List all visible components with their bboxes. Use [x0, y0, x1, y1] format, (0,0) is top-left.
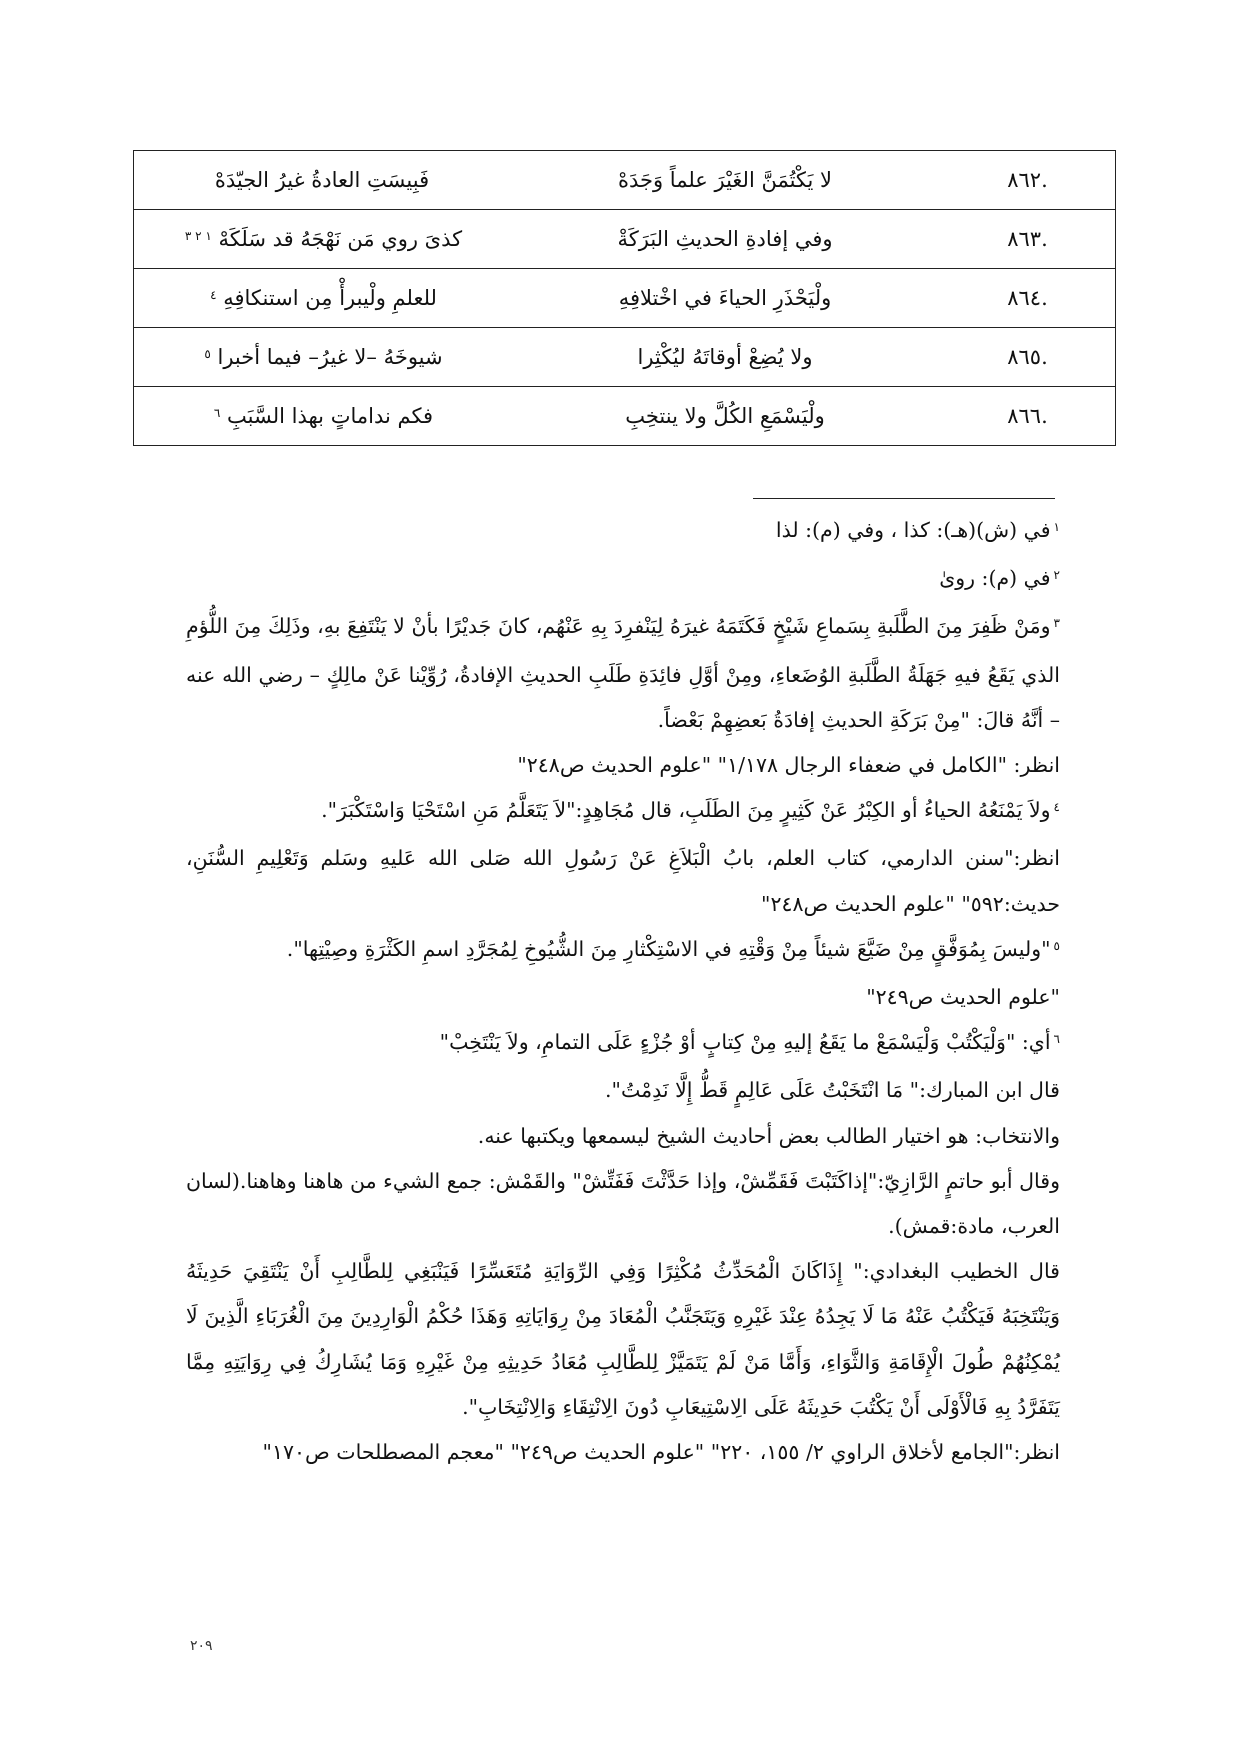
- verse-number: .٨٦٤: [940, 269, 1116, 328]
- footnote-text: في (ش)(هـ): كذا ، وفي (م): لذا: [775, 518, 1051, 542]
- footnote-5-ref: "علوم الحديث ص٢٤٩": [866, 985, 1060, 1010]
- hemistich-text: فَبِيسَتِ العادةُ غيرُ الجيّدَهْ: [214, 168, 430, 192]
- footnote-6-razi: وقال أبو حاتمٍ الرَّازِيّ:"إذاكَتَبْتَ فَقَمِّشْ، وإذا حَدَّثْتَ فَفَتِّشْ" والقَمْش: جمع الشيء من هاهنا وهاهنا.(لسان العرب، مادة:قمش).: [186, 1168, 1060, 1239]
- footnote-mark: ١: [1053, 520, 1060, 534]
- footnote-mark: ٦: [1053, 1032, 1060, 1047]
- footnote-6-khatib: قال الخطيب البغدادي:" إِذَاكَانَ الْمُحَدِّثُ مُكْثِرًا وَفِي الرِّوَايَةِ مُتَعَسِّرًا فَيَنْبَغِي لِلطَّالِبِ أَنْ يَنْتَقِيَ حَدِيثَهُ وَيَنْتَخِبَهُ فَيَكْتُبُ عَنْهُ مَا لَا يَجِدُهُ عِنْدَ غَيْرِهِ وَيَتَجَنَّبُ الْمُعَادَ مِنْ رِوَايَاتِهِ وَهَذَا حُكْمُ الْوَارِدِينَ مِنَ الْغُرَبَاءِ الَّذِينَ لَا يُمْكِنُهُمْ طُولَ الْإِقَامَةِ وَالثَّوَاءِ، وَأَمَّا مَنْ لَمْ يَتَمَيَّزْ لِلطَّالِبِ مُعَادُ حَدِيثِهِ مِنْ غَيْرِهِ وَمَا يُشَارِكُ فِي رِوَايَتِهِ مِمَّا يَتَفَرَّدُ بِهِ فَالْأَوْلَى أَنْ يَكْتُبَ حَدِيثَهُ عَلَى الِاسْتِيعَابِ دُونَ الِانْتِقَاءِ وَالِانْتِخَابِ".: [186, 1259, 1060, 1419]
- verse-number: .٨٦٥: [940, 328, 1116, 387]
- verse-table: [133, 150, 1116, 446]
- footnote-refs[interactable]: ٦: [213, 406, 221, 420]
- footnote-6-ref: انظر:"الجامع لأخلاق الراوي ٢/ ١٥٥، ٢٢٠" "علوم الحديث ص٢٤٩" "معجم المصطلحات ص١٧٠": [262, 1440, 1060, 1465]
- hemistich-text: للعلمِ ولْيبرأْ مِن استنكافِهِ: [223, 286, 437, 310]
- hemistich-text: فكم نداماتٍ بهذا السَّبَبِ: [227, 404, 434, 428]
- footnote-text: ومَنْ ظَفِرَ مِنَ الطَّلَبةِ بِسَماعِ شَيْخٍ فَكَتَمَهُ غيرَهُ لِيَنْفرِدَ بِهِ عَنْهُم، كانَ جَديْرًا بأنْ لا يَنْتَفِعَ بهِ، وذَلِكَ مِنَ اللُّؤمِ الذي يَقَعُ فيهِ جَهَلَةُ الطَّلَبةِ الوُضَعاءِ، ومِنْ أوَّلِ فائِدَةِ طَلَبِ الحديثِ الإفادةُ، رُوِّيْنا عَنْ مالِكٍ – رضي الله عنه – أنَّهُ قالَ: "مِنْ بَرَكَةِ الحديثِ إفادَةُ بَعضِهِمْ بَعْضاً.: [186, 614, 1060, 732]
- verse-first-hemistich: ولْيَسْمَعِ الكُلَّ ولا ينتخِبِ: [510, 387, 940, 446]
- page-number: ٢٠٩: [190, 1638, 213, 1654]
- verse-number: .٨٦٢: [940, 151, 1116, 210]
- verse-number: .٨٦٦: [940, 387, 1116, 446]
- footnote-text: في (م): روىٰ: [939, 566, 1051, 591]
- footnote-3: [186, 604, 1060, 743]
- verse-row: [134, 151, 1116, 210]
- verse-second-hemistich: [134, 387, 511, 446]
- verse-number: .٨٦٣: [940, 210, 1116, 269]
- verse-row: [134, 387, 1116, 446]
- verse-second-hemistich: [134, 210, 511, 269]
- footnote-refs[interactable]: ٤: [210, 288, 217, 302]
- hemistich-text: شيوخَهُ –لا غيرُ– فيما أخبرا: [217, 345, 443, 369]
- footnote-3-ref: انظر: "الكامل في ضعفاء الرجال ١/١٧٨" "علوم الحديث ص٢٤٨": [517, 753, 1060, 778]
- verse-row: [134, 210, 1116, 269]
- verse-first-hemistich: ولْيَحْذَرِ الحياءَ في اخْتلافِهِ: [510, 269, 940, 328]
- footnote-6: [186, 1020, 1060, 1068]
- footnote-text: ولاَ يَمْنَعُهُ الحياءُ أو الكِبْرُ عَنْ كَثِيرٍ مِنَ الطَلَبِ، قال مُجَاهِدٍ:"لاَ يَتَعَلَّمُ مَنِ اسْتَحْيَا وَاسْتَكْبَرَ".: [321, 798, 1051, 823]
- verse-second-hemistich: [134, 269, 511, 328]
- hemistich-text: كذىَ روي مَن نَهْجَهُ قد سَلَكَهْ: [218, 227, 463, 251]
- footnote-2: [186, 556, 1060, 604]
- footnote-6-definition: والانتخاب: هو اختيار الطالب بعض أحاديث الشيخ ليسمعها ويكتبها عنه.: [477, 1123, 1060, 1148]
- footnote-refs[interactable]: ٥: [204, 347, 211, 361]
- footnote-6-quote: قال ابن المبارك:" مَا انْتَخَبْتُ عَلَى عَالِمٍ قَطُّ إِلَّا نَدِمْتُ".: [605, 1078, 1060, 1103]
- footnote-mark: ٢: [1053, 568, 1060, 583]
- footnote-mark: ٥: [1053, 938, 1060, 953]
- footnotes: [186, 508, 1060, 1475]
- verse-second-hemistich: [134, 328, 511, 387]
- verse-row: [134, 269, 1116, 328]
- footnote-text: "وليسَ بِمُوَفَّقٍ مِنْ ضَيَّعَ شيئاً مِنْ وَقْتِهِ في الاسْتِكْثارِ مِنَ الشُّيُوخِ لِمُجَرَّدِ اسمِ الكَثْرَةِ وصِيْتِها".: [286, 936, 1051, 961]
- verse-first-hemistich: وفي إفادةِ الحديثِ البَرَكَةْ: [510, 210, 940, 269]
- footnote-text: أي: "وَلْيَكْتُبْ وَلْيَسْمَعْ ما يَقَعُ إليهِ مِنْ كِتابٍ أوْ جُزْءٍ عَلَى التمامِ، ولاَ يَنْتَخِبْ": [439, 1030, 1051, 1055]
- footnote-5: [186, 927, 1060, 975]
- footnote-4-ref: انظر:"سنن الدارمي، كتاب العلم، بابُ الْبَلاَغِ عَنْ رَسُولِ الله صَلى الله عَليهِ وسَلم وَتَعْلِيمِ السُّنَنِ، حديث:٥٩٢" "علوم الحديث ص٢٤٨": [186, 846, 1060, 916]
- verse-row: [134, 328, 1116, 387]
- verse-first-hemistich: ولا يُضِعْ أوقاتَهُ ليُكْثِرا: [510, 328, 940, 387]
- footnote-refs[interactable]: ١ ٢ ٣: [184, 229, 212, 243]
- footnote-mark: ٣: [1053, 616, 1060, 631]
- verse-second-hemistich: [134, 151, 511, 210]
- footnote-4: [186, 788, 1060, 836]
- footnote-separator: [753, 498, 1055, 499]
- footnote-mark: ٤: [1053, 800, 1060, 815]
- verse-first-hemistich: لا يَكْتُمَنَّ الغَيْرَ علماً وَجَدَهْ: [510, 151, 940, 210]
- footnote-1: [186, 508, 1060, 556]
